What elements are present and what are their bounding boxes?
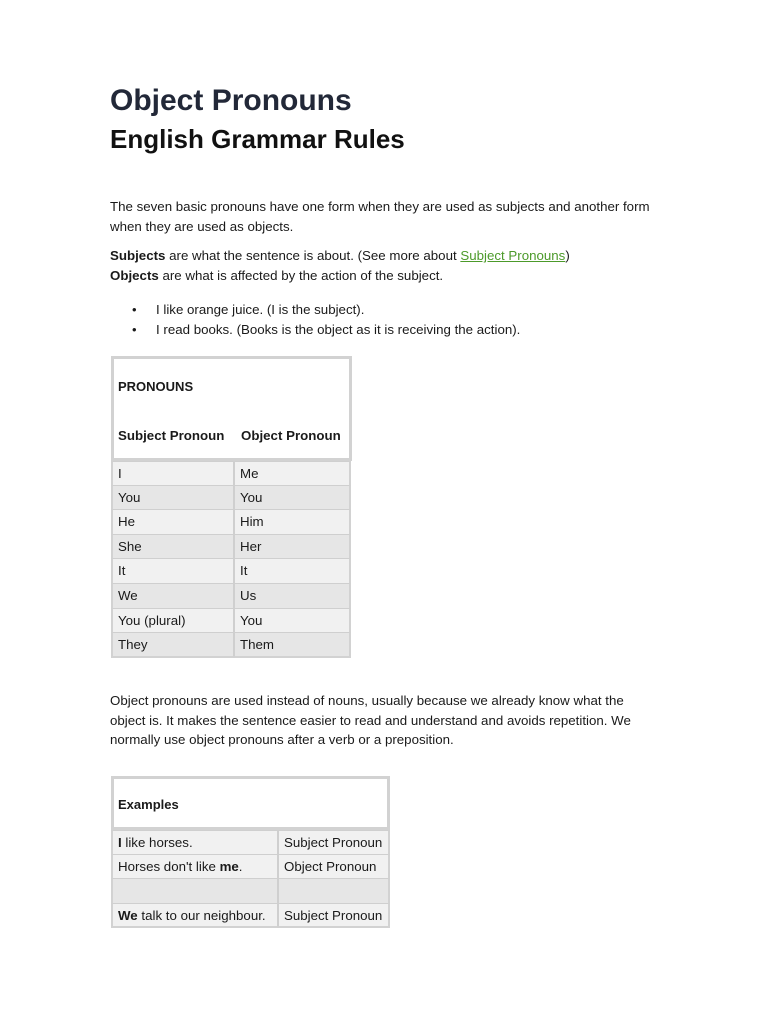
bullet-icon: •	[132, 302, 137, 317]
objects-term: Objects	[110, 267, 159, 283]
object-pronoun-column-header: Object Pronoun	[241, 428, 341, 443]
subject-pronouns-link[interactable]: Subject Pronouns	[460, 248, 566, 263]
example-type-cell: Subject Pronoun	[278, 830, 390, 855]
example-sentence-cell	[111, 879, 278, 904]
table-row	[111, 486, 351, 511]
example-type-cell: Object Pronoun	[278, 855, 390, 880]
bullet-icon: •	[132, 321, 137, 337]
subject-pronoun-cell: You	[111, 486, 234, 511]
example-bullet-list	[110, 300, 520, 339]
table-row	[111, 535, 351, 560]
subject-pronoun-cell: They	[111, 633, 234, 658]
example-type-cell: Subject Pronoun	[278, 904, 390, 929]
subject-pronoun-cell: I	[111, 461, 234, 486]
example-text: like horses.	[121, 835, 193, 850]
list-item	[110, 320, 520, 340]
object-pronoun-cell: Him	[234, 510, 351, 535]
example-text: talk to our neighbour.	[137, 907, 266, 923]
object-pronoun-cell: It	[234, 559, 351, 584]
table-row	[111, 584, 351, 609]
subject-pronoun-cell: We	[111, 584, 234, 609]
example-end: .	[238, 858, 243, 874]
examples-table	[111, 776, 390, 923]
table-row	[111, 830, 390, 855]
example-text: Horses don't like	[118, 858, 220, 874]
example-bold-pronoun: We	[118, 907, 138, 923]
examples-table-body	[111, 830, 390, 928]
subject-pronoun-cell: She	[111, 535, 234, 560]
definitions-paragraph	[110, 246, 650, 285]
objects-text: are what is affected by the action of the subject.	[158, 267, 444, 283]
object-pronoun-cell: You	[234, 486, 351, 511]
table-row	[111, 879, 390, 904]
usage-paragraph: Object pronouns are used instead of nouns, usually because we already know what the object is. It makes the sentence easier to read and understand and avoids repetition. We normally use object pronouns after a verb or a preposition.	[110, 693, 631, 747]
subject-pronoun-column-header: Subject Pronoun	[118, 428, 225, 443]
table-row	[111, 510, 351, 535]
page-subtitle: English Grammar Rules	[110, 124, 405, 154]
table-row	[111, 461, 351, 486]
pronouns-table	[111, 356, 352, 653]
bullet-text: I like orange juice. (I is the subject).	[156, 302, 365, 317]
example-sentence-cell	[111, 904, 278, 929]
page-title: Object Pronouns	[110, 84, 352, 117]
table-row	[111, 559, 351, 584]
example-bold-pronoun: I	[118, 835, 122, 850]
example-bold-pronoun: me	[219, 858, 239, 874]
pronouns-table-body	[111, 461, 351, 658]
object-pronoun-cell: Me	[234, 461, 351, 486]
example-sentence-cell	[111, 830, 278, 855]
subject-pronoun-cell: You (plural)	[111, 609, 234, 634]
example-sentence-cell	[111, 855, 278, 880]
subjects-close: )	[565, 248, 570, 263]
subjects-term: Subjects	[110, 248, 166, 263]
table-row	[111, 633, 351, 658]
examples-heading: Examples	[118, 797, 179, 812]
object-pronoun-cell: Us	[234, 584, 351, 609]
table-row	[111, 609, 351, 634]
examples-table-header	[111, 776, 390, 830]
example-type-cell	[278, 879, 390, 904]
bullet-text: I read books. (Books is the object as it is receiving the action).	[156, 321, 521, 337]
object-pronoun-cell: You	[234, 609, 351, 634]
table-row	[111, 904, 390, 929]
pronouns-table-header	[111, 356, 352, 461]
object-pronoun-cell: Them	[234, 633, 351, 658]
subjects-text: are what the sentence is about. (See more about	[165, 248, 461, 263]
object-pronoun-cell: Her	[234, 535, 351, 560]
list-item	[110, 300, 520, 320]
pronouns-heading: PRONOUNS	[118, 379, 194, 394]
table-row	[111, 855, 390, 880]
subject-pronoun-cell: It	[111, 559, 234, 584]
subject-pronoun-cell: He	[111, 510, 234, 535]
intro-paragraph: The seven basic pronouns have one form when they are used as subjects and another form when they are used as objects.	[110, 199, 650, 234]
